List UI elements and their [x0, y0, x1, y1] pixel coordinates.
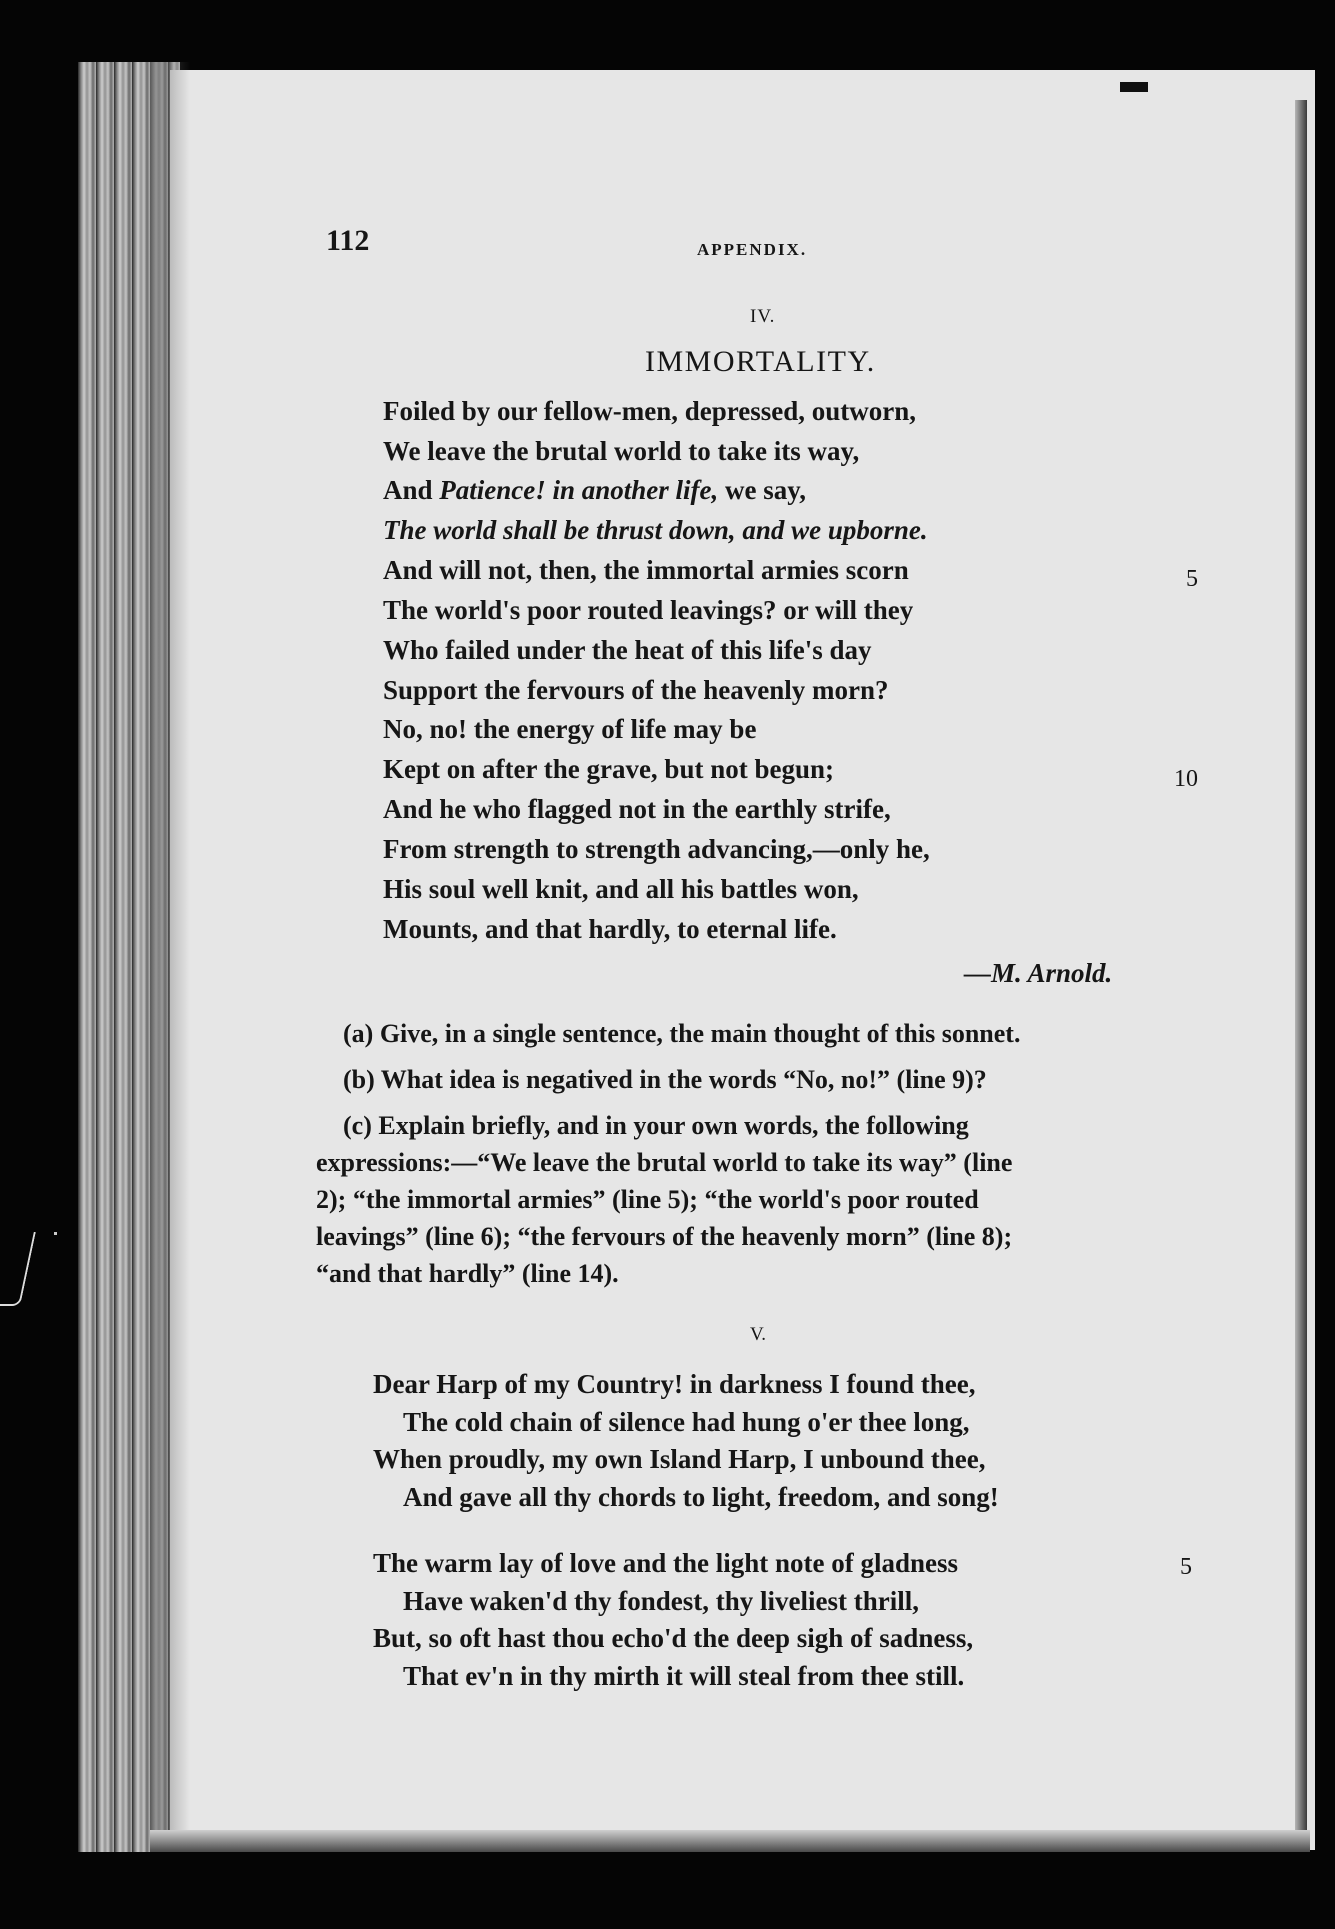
question-b: (b) What idea is negatived in the words “No, no!” (line 9)?	[343, 1065, 987, 1094]
running-head: APPENDIX.	[697, 240, 808, 259]
poem-line-2: We leave the brutal world to take its way,	[383, 436, 860, 466]
verse-line-8: That ev'n in thy mirth it will steal from thee still.	[403, 1661, 965, 1691]
line-number-5: 5	[1186, 566, 1198, 592]
verse-line-2: The cold chain of silence had hung o'er thee long,	[403, 1407, 970, 1437]
poem-line-3	[383, 474, 806, 506]
question-c-line-2: expressions:—“We leave the brutal world to take its way” (line	[316, 1148, 1013, 1177]
poem-line-1: Foiled by our fellow-men, depressed, outworn,	[383, 396, 916, 426]
scan-artifact-dot	[54, 1232, 57, 1235]
poem-line-11: And he who flagged not in the earthly strife,	[383, 794, 891, 824]
poem-line-14: Mounts, and that hardly, to eternal life.	[383, 914, 837, 944]
question-c-line-5: “and that hardly” (line 14).	[316, 1259, 619, 1288]
verse-line-7: But, so oft hast thou echo'd the deep sigh of sadness,	[373, 1623, 974, 1653]
question-a: (a) Give, in a single sentence, the main thought of this sonnet.	[343, 1019, 1021, 1048]
poem-line-10: Kept on after the grave, but not begun;	[383, 754, 834, 784]
poem-line-13: His soul well knit, and all his battles won,	[383, 874, 859, 904]
line-number-10: 10	[1174, 766, 1198, 792]
poem-line-7: Who failed under the heat of this life's day	[383, 635, 872, 665]
poem-line-5: And will not, then, the immortal armies scorn	[383, 555, 909, 585]
verse-line-6: Have waken'd thy fondest, thy liveliest thrill,	[403, 1586, 920, 1616]
question-c-line-1: (c) Explain briefly, and in your own words, the following	[343, 1111, 969, 1140]
poem-attribution: —M. Arnold.	[964, 958, 1113, 988]
poem-line-3-start: And	[383, 475, 440, 505]
poem-title: IMMORTALITY.	[645, 345, 876, 378]
page-right-edge	[1295, 100, 1307, 1850]
poem-line-8: Support the fervours of the heavenly morn?	[383, 675, 889, 705]
question-c-line-4: leavings” (line 6); “the fervours of the heavenly morn” (line 8);	[316, 1222, 1013, 1251]
book-page	[170, 70, 1315, 1850]
question-c-line-3: 2); “the immortal armies” (line 5); “the world's poor routed	[316, 1185, 979, 1214]
poem-line-6: The world's poor routed leavings? or will they	[383, 595, 914, 625]
verse-line-4: And gave all thy chords to light, freedom, and song!	[403, 1482, 999, 1512]
section-numeral-iv: IV.	[750, 306, 776, 327]
poem-line-4: The world shall be thrust down, and we upborne.	[383, 515, 928, 545]
verse-line-3: When proudly, my own Island Harp, I unbound thee,	[373, 1444, 986, 1474]
poem-line-12: From strength to strength advancing,—only he,	[383, 834, 930, 864]
poem-line-3-italic: Patience! in another life,	[439, 475, 719, 505]
verse-line-1: Dear Harp of my Country! in darkness I found thee,	[373, 1369, 976, 1399]
page-notch	[1120, 82, 1148, 92]
poem-line-9: No, no! the energy of life may be	[383, 714, 757, 744]
page-bottom-edge	[150, 1830, 1310, 1852]
page-number: 112	[326, 224, 370, 257]
poem-line-3-end: we say,	[718, 475, 807, 505]
section-numeral-v: V.	[750, 1324, 767, 1345]
verse-line-number-5: 5	[1180, 1554, 1192, 1580]
binding-shadow	[150, 62, 190, 1852]
verse-line-5: The warm lay of love and the light note of gladness	[373, 1548, 959, 1578]
